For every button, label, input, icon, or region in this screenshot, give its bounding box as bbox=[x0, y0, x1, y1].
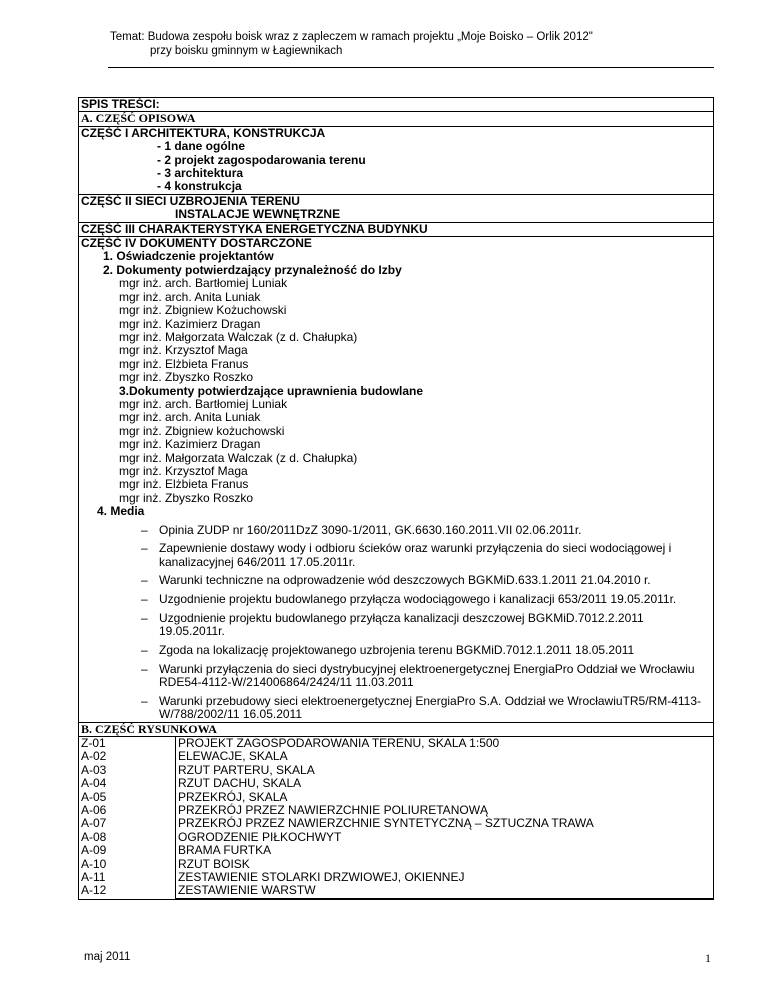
dash-bullet: – bbox=[141, 693, 148, 708]
doc-item-2: 2. Dokumenty potwierdzający przynależność do Izby bbox=[103, 262, 402, 277]
page-number: 1 bbox=[705, 951, 711, 965]
part-1-item: - 1 dane ogólne bbox=[157, 139, 246, 154]
drawing-code: A-03 bbox=[81, 762, 107, 777]
drawing-code: A-09 bbox=[81, 843, 107, 858]
dash-bullet: – bbox=[141, 661, 148, 676]
doc-item-3: 3.Dokumenty potwierdzające uprawnienia budowlane bbox=[119, 383, 424, 398]
part-2-subtitle: INSTALACJE WEWNĘTRZNE bbox=[175, 207, 341, 222]
doc-item-1: 1. Oświadczenie projektantów bbox=[103, 249, 274, 264]
license-name: mgr inż. Zbigniew kożuchowski bbox=[119, 423, 285, 438]
drawing-code: A-04 bbox=[81, 776, 107, 791]
license-name: mgr inż. Krzysztof Maga bbox=[119, 463, 248, 478]
media-item-text: Uzgodnienie projektu budowlanego przyłącza wodociągowego i kanalizacji 653/2011 19.05.2011r. bbox=[159, 592, 677, 607]
part-2-title: CZĘŚĆ II SIECI UZBROJENIA TERENU bbox=[81, 193, 300, 208]
drawing-title: PRZEKRÓJ PRZEZ NAWIERZCHNIE POLIURETANOWĄ bbox=[175, 804, 713, 817]
dash-bullet: – bbox=[141, 592, 148, 607]
drawings-list bbox=[79, 737, 713, 899]
drawing-row bbox=[79, 791, 713, 804]
part-1-title: CZĘŚĆ I ARCHITEKTURA, KONSTRUKCJA bbox=[81, 125, 326, 140]
drawing-title: BRAMA FURTKA bbox=[175, 844, 713, 857]
section-b-text: B. CZĘŚĆ RYSUNKOWA bbox=[81, 721, 217, 736]
dash-bullet: – bbox=[141, 573, 148, 588]
drawing-title: ZESTAWIENIE WARSTW bbox=[175, 884, 713, 898]
drawing-row bbox=[79, 884, 713, 898]
header-line-2: przy boisku gminnym w Łagiewnikach bbox=[150, 45, 343, 57]
designer-name: mgr inż. Kazimierz Dragan bbox=[119, 316, 261, 331]
table-of-contents bbox=[78, 97, 714, 900]
drawing-code: A-02 bbox=[81, 749, 107, 764]
part-1-item: - 4 konstrukcja bbox=[157, 179, 242, 194]
drawing-title: ELEWACJE, SKALA bbox=[175, 750, 713, 763]
part-1-item: - 2 projekt zagospodarowania terenu bbox=[157, 152, 366, 167]
drawing-code: A-07 bbox=[81, 816, 107, 831]
section-b-heading bbox=[79, 723, 713, 737]
dash-bullet: – bbox=[141, 541, 148, 556]
media-item-text: Zgoda na lokalizację projektowanego uzbrojenia terenu BGKMiD.7012.1.2011 18.05.2011 bbox=[159, 642, 635, 657]
media-item-text: Opinia ZUDP nr 160/2011DzZ 3090-1/2011, GK.6630.160.2011.VII 02.06.2011r. bbox=[159, 522, 582, 537]
dash-bullet: – bbox=[141, 610, 148, 625]
media-item-text: Zapewnienie dostawy wody i odbioru ścieków oraz warunki przyłączenia do sieci wodociągowej i kanalizacyjnej 646/2011 17.05.2011r. bbox=[159, 541, 672, 569]
drawing-title: RZUT BOISK bbox=[175, 858, 713, 871]
media-item bbox=[79, 593, 713, 606]
drawing-code: Z-01 bbox=[81, 735, 106, 750]
drawing-title: OGRODZENIE PIŁKOCHWYT bbox=[175, 831, 713, 844]
license-name: mgr inż. arch. Anita Luniak bbox=[119, 410, 261, 425]
footer-date: maj 2011 bbox=[84, 951, 131, 963]
media-item bbox=[79, 695, 713, 722]
media-item-text: Uzgodnienie projektu budowlanego przyłącza kanalizacji deszczowej BGKMiD.7012.2.2011 19.05.2011r. bbox=[159, 610, 644, 639]
designer-name: mgr inż. Zbigniew Kożuchowski bbox=[119, 303, 287, 318]
drawing-code: A-08 bbox=[81, 829, 107, 844]
drawing-row bbox=[79, 844, 713, 857]
dash-bullet: – bbox=[141, 642, 148, 657]
section-a-heading bbox=[79, 112, 713, 126]
designer-name: mgr inż. Elżbieta Franus bbox=[119, 356, 249, 371]
part-4-title: CZĘŚĆ IV DOKUMENTY DOSTARCZONE bbox=[81, 236, 312, 251]
header-rule bbox=[108, 67, 714, 68]
designer-name: mgr inż. arch. Bartłomiej Luniak bbox=[119, 276, 288, 291]
part-1-item: - 3 architektura bbox=[157, 166, 244, 181]
license-name: mgr inż. arch. Bartłomiej Luniak bbox=[119, 396, 288, 411]
drawing-row bbox=[79, 764, 713, 777]
media-item-text: Warunki techniczne na odprowadzenie wód deszczowych BGKMiD.633.1.2011 21.04.2010 r. bbox=[159, 573, 651, 588]
drawing-title: PROJEKT ZAGOSPODAROWANIA TERENU, SKALA 1:500 bbox=[175, 737, 713, 750]
media-item bbox=[79, 524, 713, 537]
part-3-title: CZĘŚĆ III CHARAKTERYSTYKA ENERGETYCZNA BUDYNKU bbox=[79, 223, 713, 237]
designer-name: mgr inż. arch. Anita Luniak bbox=[119, 289, 261, 304]
designer-name: mgr inż. Małgorzata Walczak (z d. Chałupka) bbox=[119, 329, 358, 344]
media-item bbox=[79, 612, 713, 639]
drawing-code: A-06 bbox=[81, 802, 107, 817]
media-item bbox=[79, 663, 713, 690]
drawing-code: A-10 bbox=[81, 856, 107, 871]
drawing-title: PRZEKRÓJ PRZEZ NAWIERZCHNIE SYNTETYCZNĄ – SZTUCZNA TRAWA bbox=[175, 817, 713, 830]
drawing-row bbox=[79, 777, 713, 790]
drawing-title: RZUT DACHU, SKALA bbox=[175, 777, 713, 790]
drawing-code: A-11 bbox=[81, 870, 106, 885]
drawing-row bbox=[79, 831, 713, 844]
toc-title: SPIS TREŚCI: bbox=[79, 98, 713, 112]
designer-name: mgr inż. Zbyszko Roszko bbox=[119, 370, 254, 385]
media-item-text: Warunki przyłączenia do sieci dystrybucyjnej elektroenergetycznej EnergiaPro Oddział we Wrocławiu RDE54-4112-W/214006864/2424/11 11.03.2011 bbox=[159, 661, 695, 690]
drawing-row bbox=[79, 750, 713, 763]
dash-bullet: – bbox=[141, 522, 148, 537]
drawing-title: PRZEKRÓJ, SKALA bbox=[175, 791, 713, 804]
drawing-code: A-05 bbox=[81, 789, 107, 804]
drawing-code: A-12 bbox=[81, 883, 107, 898]
media-item bbox=[79, 542, 713, 569]
drawing-title: ZESTAWIENIE STOLARKI DRZWIOWEJ, OKIENNEJ bbox=[175, 871, 713, 884]
part-4-block bbox=[79, 237, 713, 722]
drawing-row bbox=[79, 817, 713, 830]
license-name: mgr inż. Elżbieta Franus bbox=[119, 477, 249, 492]
section-a-text: A. CZĘŚĆ OPISOWA bbox=[81, 111, 196, 126]
media-item bbox=[79, 574, 713, 587]
drawing-row bbox=[79, 737, 713, 750]
drawing-row bbox=[79, 858, 713, 871]
doc-item-4: 4. Media bbox=[97, 504, 145, 519]
drawing-row bbox=[79, 871, 713, 884]
part-1-block bbox=[79, 127, 713, 195]
part-2-block bbox=[79, 195, 713, 223]
header-line-1: Temat: Budowa zespołu boisk wraz z zapleczem w ramach projektu „Moje Boisko – Orlik 2012" bbox=[110, 31, 593, 43]
media-item-text: Warunki przebudowy sieci elektroenergetycznej EnergiaPro S.A. Oddział we WrocławiuTR5/RM-4113-W/788/2002/11 16.05.2011 bbox=[159, 693, 702, 722]
media-item bbox=[79, 644, 713, 657]
page-header bbox=[110, 30, 593, 58]
license-name: mgr inż. Małgorzata Walczak (z d. Chałupka) bbox=[119, 450, 358, 465]
designer-name: mgr inż. Krzysztof Maga bbox=[119, 343, 248, 358]
license-name: mgr inż. Kazimierz Dragan bbox=[119, 437, 261, 452]
license-name: mgr inż. Zbyszko Roszko bbox=[119, 490, 254, 505]
drawing-title: RZUT PARTERU, SKALA bbox=[175, 764, 713, 777]
